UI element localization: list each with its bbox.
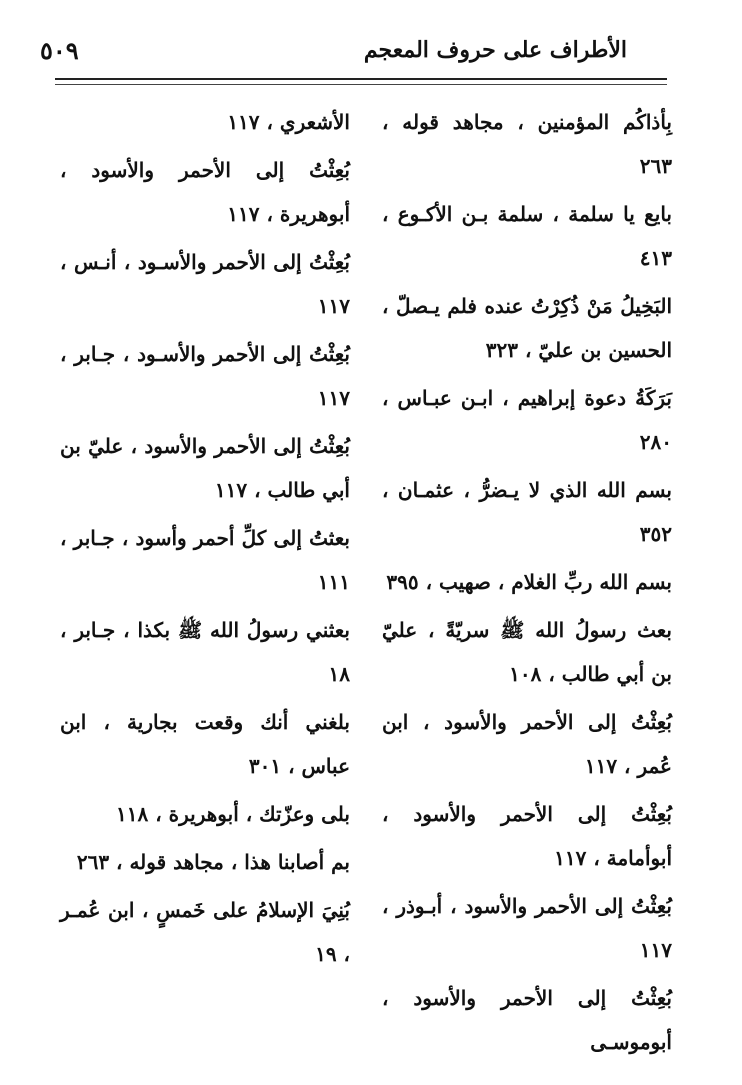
index-entry: بايع يا سلمة ، سلمة بـن الأكـوع ، ٤١٣ [382,202,672,270]
index-entry: بُعِثْتُ إلى الأحمر والأسود ، ابن عُمر ، ١١٧ [382,710,672,778]
page-header [40,30,667,70]
index-entry: بلغني أنك وقعت بجارية ، ابن عباس ، ٣٠١ [60,710,350,778]
index-entry: بُنِيَ الإسلامُ على خَمسٍ ، ابن عُمـر ، ١٩ [60,898,350,966]
index-entry: بسم الله ربِّ الغلام ، صهيب ، ٣٩٥ [386,570,672,594]
index-entry: بِأذاكُم المؤمنين ، مجاهد قوله ، ٢٦٣ [382,110,672,178]
left-column [60,100,350,1068]
header-rule-thin [55,84,667,85]
index-entry: بُعِثْتُ إلى الأحمر والأسـود ، أنـس ، ١١٧ [60,250,350,318]
header-rule [55,78,667,80]
index-entry: بعثتُ إلى كلِّ أحمر وأسود ، جـابر ، ١١١ [60,526,350,594]
index-entry: بُعِثْتُ إلى الأحمر والأسود ، أبوأمامة ، ١١٧ [382,802,672,870]
index-entry: بَرَكَةُ دعوة إبراهيم ، ابـن عبـاس ، ٢٨٠ [382,386,672,454]
index-entry: بسم الله الذي لا يـضرُّ ، عثمـان ، ٣٥٢ [382,478,672,546]
index-entry: بُعِثْتُ إلى الأحمر والأسود ، أبـوذر ، ١١٧ [382,894,672,962]
index-columns [60,100,672,1068]
right-column [382,100,672,1068]
index-entry: بُعِثْتُ إلى الأحمر والأسود ، أبوموسـى [382,986,672,1054]
index-entry: بُعِثْتُ إلى الأحمر والأسـود ، جـابر ، ١١٧ [60,342,350,410]
index-entry: بُعِثْتُ إلى الأحمر والأسود ، عليّ بن أبي طالب ، ١١٧ [60,434,350,502]
index-entry: بعث رسولُ الله ﷺ سريّةً ، عليّ بن أبي طالب ، ١٠٨ [382,618,672,686]
index-entry: بعثني رسولُ الله ﷺ بكذا ، جـابر ، ١٨ [60,618,350,686]
index-entry: بم أصابنا هذا ، مجاهد قوله ، ٢٦٣ [76,850,350,874]
running-title: الأطراف على حروف المعجم [363,37,627,63]
index-entry: بلى وعزّتك ، أبوهريرة ، ١١٨ [116,802,350,826]
index-entry: بُعِثْتُ إلى الأحمر والأسود ، أبوهريرة ، ١١٧ [60,158,350,226]
index-entry: الأشعري ، ١١٧ [227,110,350,134]
page-number: ٥٠٩ [40,35,79,65]
index-entry: البَخِيلُ مَنْ ذُكِرْتُ عنده فلم يـصلّ ، الحسين بن عليّ ، ٣٢٣ [382,294,672,362]
